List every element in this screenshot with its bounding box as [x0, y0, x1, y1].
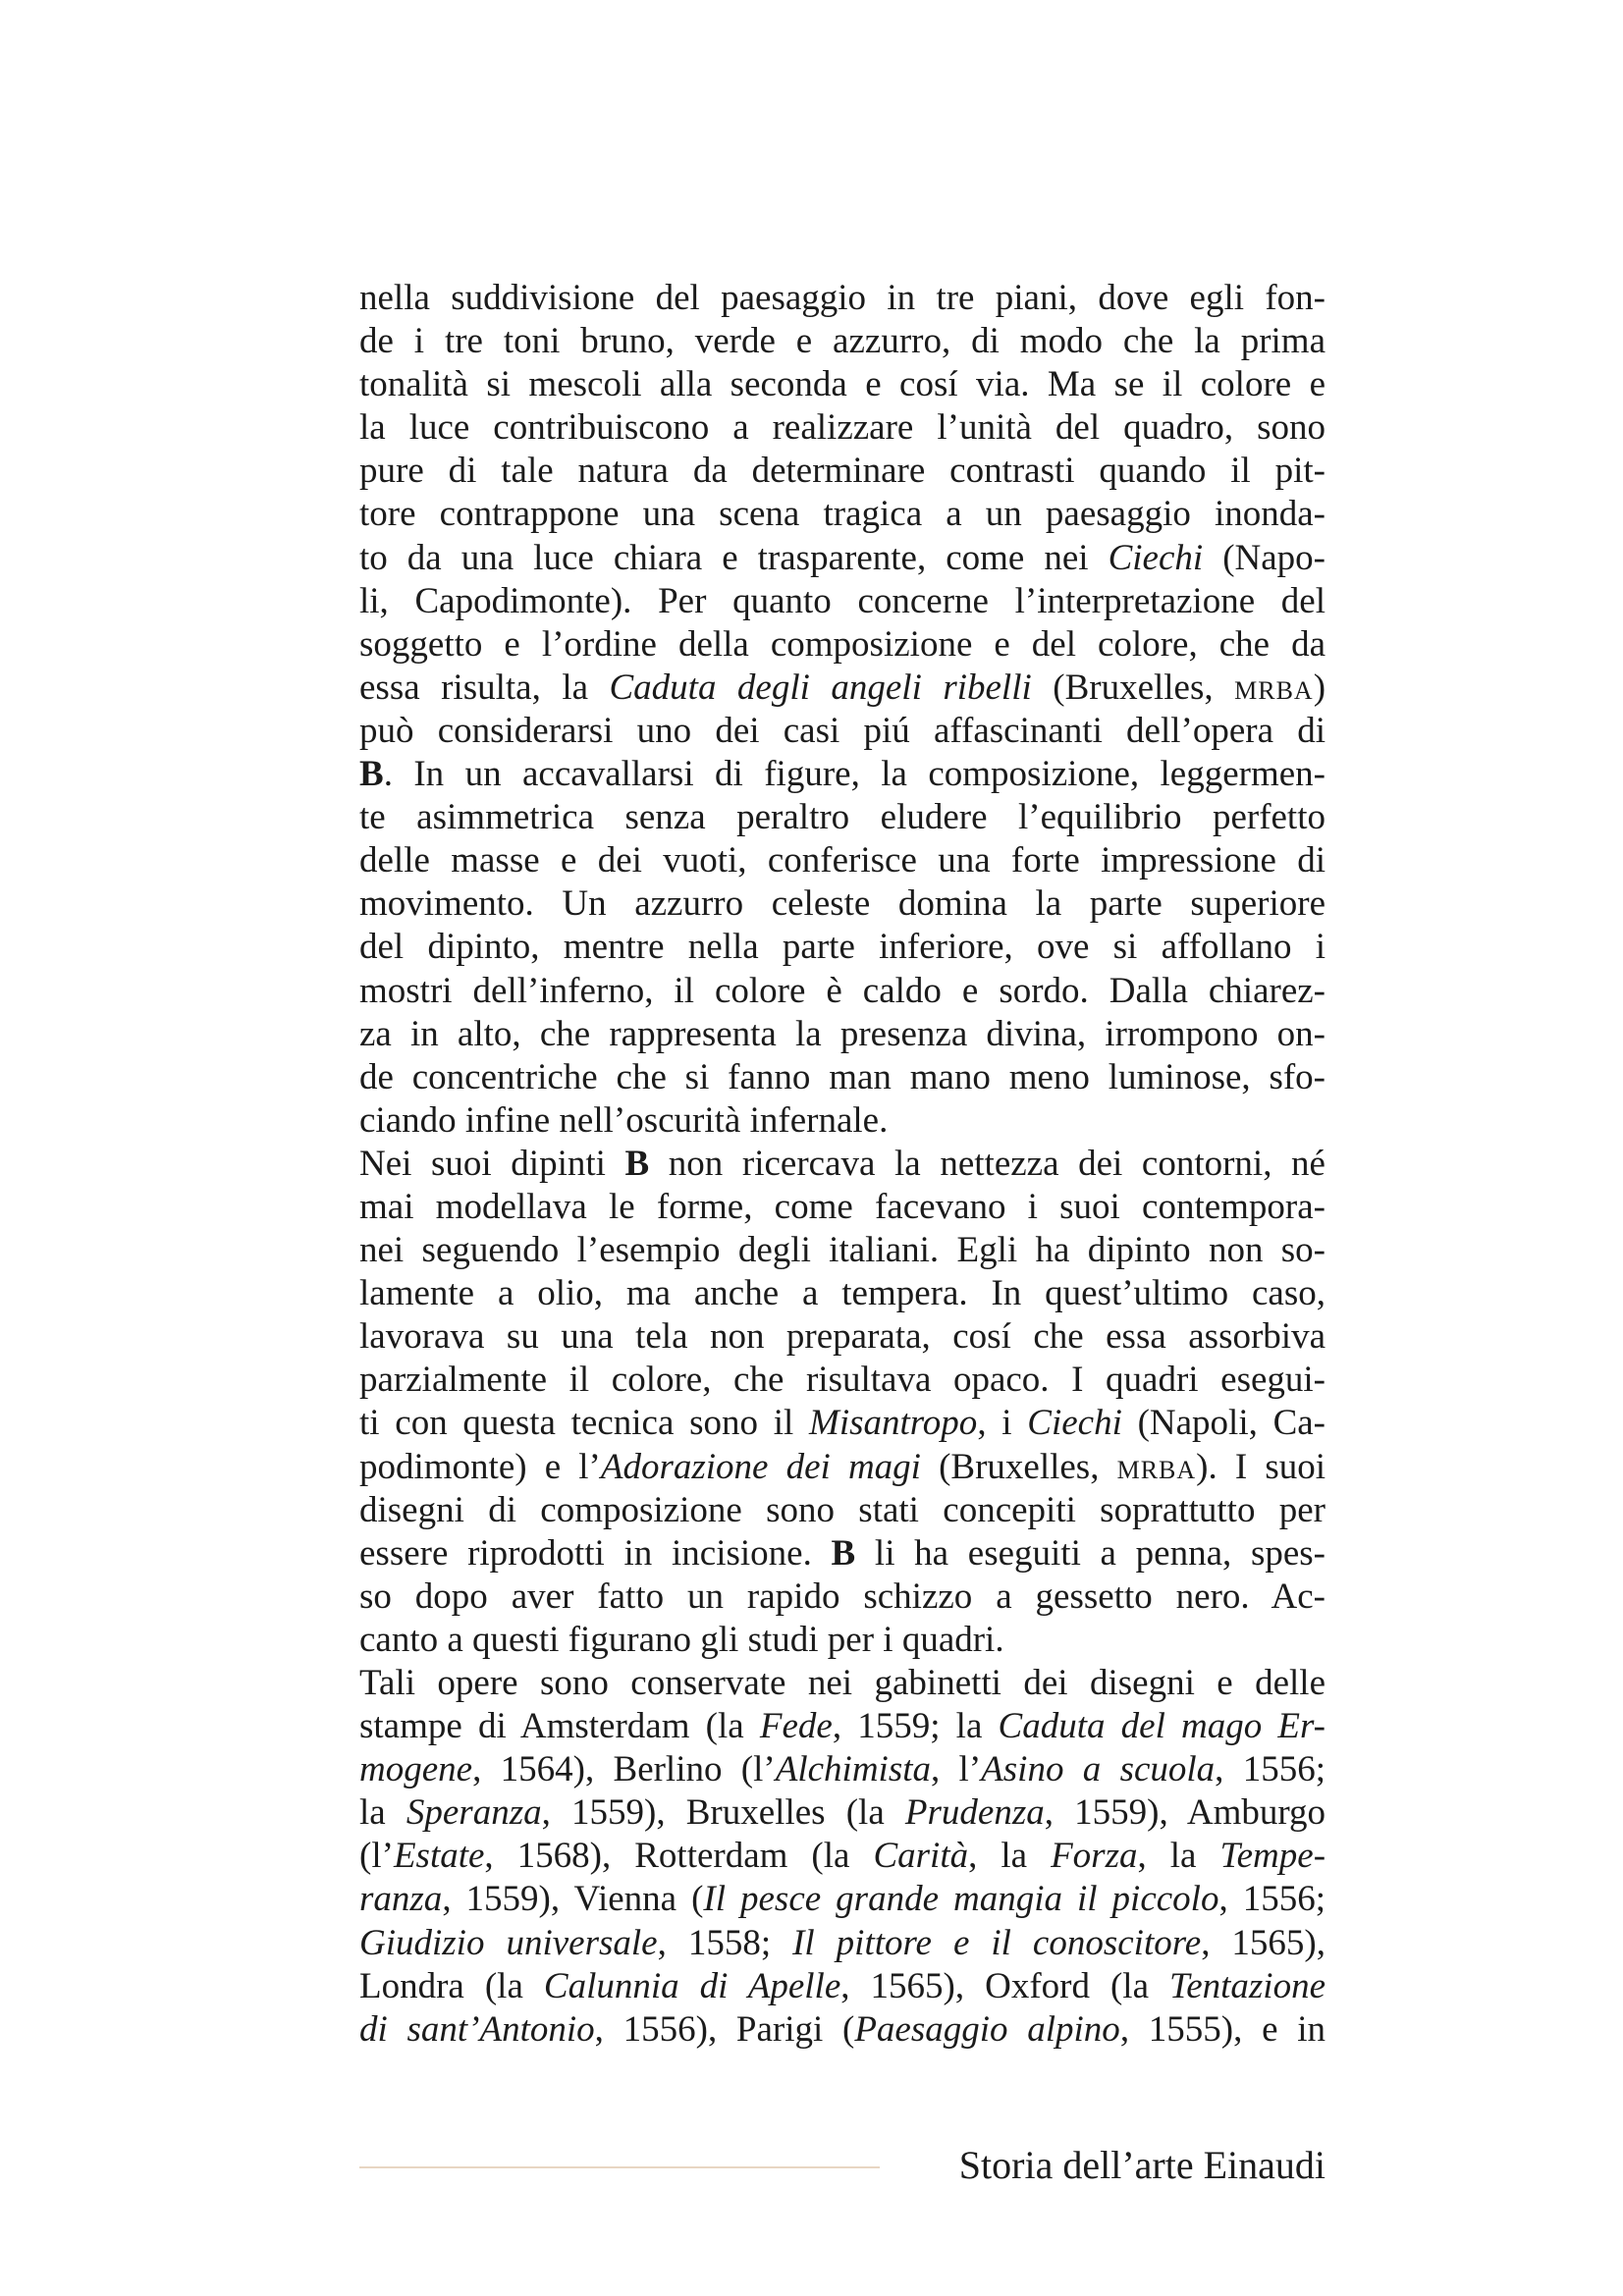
text-segment: Calunnia di Apelle [543, 1965, 841, 2006]
text-segment: tonalità si mescoli alla seconda e cosí via. Ma se il colore e [359, 364, 1325, 405]
text-line [359, 2008, 1325, 2052]
text-line [359, 1705, 1325, 1748]
text-segment: Ciechi [1108, 537, 1204, 578]
text-segment: ciando infine nell’oscurità infernale. [359, 1099, 889, 1141]
text-segment: Londra (la [359, 1965, 544, 2006]
text-line [359, 1575, 1325, 1619]
text-segment: (l’ [359, 1836, 394, 1877]
text-segment: Tentazione [1169, 1965, 1325, 2006]
text-line [359, 537, 1325, 580]
text-segment: te asimmetrica senza peraltro eludere l’equilibrio perfetto [359, 797, 1325, 838]
text-line [359, 1229, 1325, 1272]
text-segment: Alchimista [775, 1749, 931, 1790]
text-segment: soggetto e l’ordine della composizione e del colore, che da [359, 623, 1325, 665]
text-segment: (Napo- [1203, 537, 1325, 578]
text-segment: la [359, 1792, 406, 1834]
text-line [359, 839, 1325, 882]
text-segment: , 1555), e in [1119, 2008, 1325, 2050]
text-segment: mrba [1116, 1446, 1197, 1487]
body-text [359, 277, 1325, 2052]
text-line [359, 1835, 1325, 1878]
text-segment: tore contrappone una scena tragica a un paesaggio inonda- [359, 494, 1325, 535]
text-line [359, 1662, 1325, 1705]
text-segment: disegni di composizione sono stati concepiti soprattutto per [359, 1489, 1325, 1530]
text-segment: Tempe- [1219, 1836, 1325, 1877]
text-segment: li, Capodimonte). Per quanto concerne l’interpretazione del [359, 580, 1325, 621]
text-segment: ). I suoi [1196, 1446, 1325, 1487]
text-segment: del dipinto, mentre nella parte inferiore, ove si affollano i [359, 927, 1325, 968]
text-segment: non ricercava la nettezza dei contorni, né [649, 1143, 1325, 1184]
text-line [359, 1619, 1325, 1662]
footer-title: Storia dell’arte Einaudi [958, 2143, 1325, 2187]
text-segment: ti con questa tecnica sono il [359, 1403, 809, 1444]
text-segment: B [359, 754, 384, 795]
text-segment: , 1558; [657, 1922, 793, 1963]
text-segment: nei seguendo l’esempio degli italiani. Egli ha dipinto non so- [359, 1230, 1325, 1271]
text-line [359, 363, 1325, 406]
text-segment: mrba [1234, 667, 1314, 708]
text-segment: B [831, 1532, 856, 1574]
text-segment: , 1559), Bruxelles (la [541, 1792, 905, 1834]
text-segment: Carità [873, 1836, 969, 1877]
text-segment: essa risulta, la [359, 667, 610, 708]
text-segment: de i tre toni bruno, verde e azzurro, di modo che la prima [359, 321, 1325, 362]
footer-rule [359, 2166, 880, 2168]
text-segment: Forza [1051, 1836, 1138, 1877]
text-line [359, 1359, 1325, 1402]
text-segment: podimonte) e l’ [359, 1446, 601, 1487]
text-line [359, 796, 1325, 839]
text-segment: Fede [759, 1706, 833, 1747]
text-segment: za in alto, che rappresenta la presenza divina, irrompono on- [359, 1013, 1325, 1054]
text-segment: Nei suoi dipinti [359, 1143, 625, 1184]
text-line [359, 1272, 1325, 1315]
text-segment: , 1559; la [832, 1706, 999, 1747]
text-segment: può considerarsi uno dei casi piú affascinanti dell’opera di [359, 710, 1325, 751]
text-segment: la luce contribuiscono a realizzare l’unità del quadro, sono [359, 407, 1325, 449]
text-segment: , l’ [931, 1749, 982, 1790]
text-segment: nella suddivisione del paesaggio in tre piani, dove egli fon- [359, 278, 1325, 318]
text-line [359, 1748, 1325, 1791]
text-line [359, 580, 1325, 623]
text-segment: canto a questi figurano gli studi per i quadri. [359, 1619, 1004, 1660]
text-segment: , 1565), [1201, 1922, 1325, 1963]
text-segment: , 1556), Parigi ( [594, 2008, 855, 2050]
text-line [359, 1186, 1325, 1229]
text-segment: ranza [359, 1879, 443, 1920]
text-segment: Il pesce grande mangia il piccolo [703, 1879, 1219, 1920]
text-segment: , 1559), Vienna ( [442, 1879, 704, 1920]
text-segment: , 1565), Oxford (la [840, 1965, 1170, 2006]
text-segment: Asino a scuola [981, 1749, 1216, 1790]
text-line [359, 623, 1325, 667]
text-segment: mogene [359, 1749, 473, 1790]
text-line [359, 1791, 1325, 1835]
text-line [359, 1143, 1325, 1186]
text-line [359, 406, 1325, 450]
text-segment: Estate [393, 1836, 485, 1877]
text-segment: mostri dell’inferno, il colore è caldo e sordo. Dalla chiarez- [359, 970, 1325, 1011]
text-line [359, 970, 1325, 1013]
text-segment: . In un accavallarsi di figure, la composizione, leggermen- [383, 754, 1325, 795]
text-segment: pure di tale natura da determinare contrasti quando il pit- [359, 451, 1325, 492]
text-line [359, 1878, 1325, 1921]
text-segment: li ha eseguiti a penna, spes- [855, 1532, 1325, 1574]
text-segment: (Bruxelles, [920, 1446, 1117, 1487]
text-segment: to da una luce chiara e trasparente, come nei [359, 537, 1109, 578]
text-segment: (Bruxelles, [1031, 667, 1235, 708]
text-segment: lavorava su una tela non preparata, cosí che essa assorbiva [359, 1316, 1325, 1358]
text-segment: , la [1137, 1836, 1220, 1877]
text-line [359, 1099, 1325, 1143]
text-line [359, 1315, 1325, 1359]
text-line [359, 1922, 1325, 1965]
text-line [359, 667, 1325, 710]
text-line [359, 277, 1325, 320]
text-segment: , 1556; [1218, 1879, 1325, 1920]
text-segment: Giudizio universale [359, 1922, 658, 1963]
text-segment: so dopo aver fatto un rapido schizzo a gessetto nero. Ac- [359, 1575, 1325, 1617]
text-segment: Tali opere sono conservate nei gabinetti dei disegni e delle [359, 1663, 1325, 1703]
text-segment: Paesaggio alpino [854, 2008, 1120, 2050]
text-line [359, 882, 1325, 926]
text-line [359, 1965, 1325, 2008]
text-segment: , i [977, 1403, 1028, 1444]
text-line [359, 926, 1325, 969]
text-segment: , 1559), Amburgo [1044, 1792, 1325, 1834]
text-segment: Ciechi [1027, 1403, 1122, 1444]
text-segment: lamente a olio, ma anche a tempera. In quest’ultimo caso, [359, 1273, 1325, 1314]
text-segment: Adorazione dei magi [600, 1446, 921, 1487]
text-line [359, 1446, 1325, 1489]
text-line [359, 1402, 1325, 1445]
text-segment: delle masse e dei vuoti, conferisce una forte impressione di [359, 840, 1325, 881]
text-line [359, 1056, 1325, 1099]
text-segment: essere riprodotti in incisione. [359, 1532, 832, 1574]
text-segment: Il pittore e il conoscitore [792, 1922, 1202, 1963]
text-line [359, 1532, 1325, 1575]
text-segment: stampe di Amsterdam (la [359, 1706, 760, 1747]
text-segment: de concentriche che si fanno man mano meno luminose, sfo- [359, 1056, 1325, 1097]
text-segment: di sant’Antonio [359, 2008, 595, 2050]
text-segment: parzialmente il colore, che risultava opaco. I quadri esegui- [359, 1360, 1325, 1401]
text-segment: Caduta del mago Er- [998, 1706, 1325, 1747]
text-segment: B [624, 1143, 650, 1184]
text-segment: movimento. Un azzurro celeste domina la parte superiore [359, 883, 1325, 925]
text-line [359, 1013, 1325, 1056]
text-segment: , la [968, 1836, 1052, 1877]
text-line [359, 753, 1325, 796]
text-line [359, 1489, 1325, 1532]
text-line [359, 320, 1325, 363]
text-line [359, 493, 1325, 536]
text-segment: , 1568), Rotterdam (la [484, 1836, 874, 1877]
text-segment: , 1556; [1215, 1749, 1325, 1790]
text-segment: , 1564), Berlino (l’ [472, 1749, 776, 1790]
text-segment: Speranza [406, 1792, 542, 1834]
text-segment: Prudenza [904, 1792, 1045, 1834]
text-segment: Misantropo [809, 1403, 978, 1444]
text-line [359, 710, 1325, 753]
text-segment: ) [1313, 667, 1325, 708]
text-segment: Caduta degli angeli ribelli [609, 667, 1032, 708]
text-segment: (Napoli, Ca- [1121, 1403, 1325, 1444]
text-segment: mai modellava le forme, come facevano i suoi contempora- [359, 1186, 1325, 1227]
text-line [359, 450, 1325, 493]
